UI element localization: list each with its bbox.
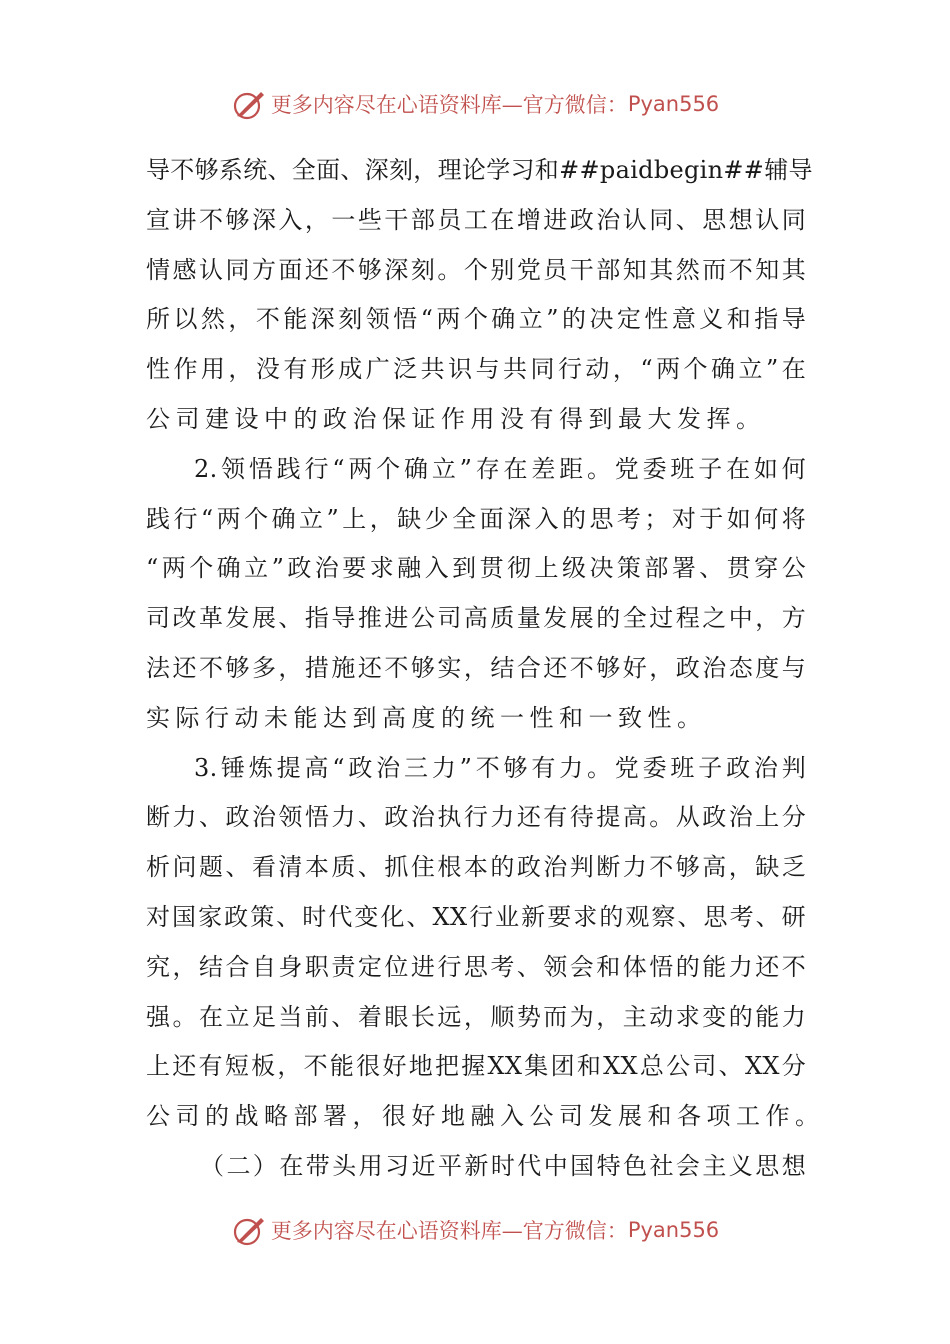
body-line: 法还不够多，措施还不够实，结合还不够好，政治态度与 bbox=[146, 653, 806, 682]
paragraph-heading-3: 3.锤炼提高“政治三力”不够有力。党委班子政治判 bbox=[194, 753, 806, 782]
body-line: 强。在立足当前、着眼长远，顺势而为，主动求变的能力 bbox=[146, 1002, 806, 1031]
body-line: 司改革发展、指导推进公司高质量发展的全过程之中，方 bbox=[146, 604, 806, 633]
header-banner bbox=[0, 84, 950, 124]
footer-contact: Pyan556 bbox=[627, 1218, 720, 1242]
body-line: 实际行动未能达到高度的统一性和一致性。 bbox=[146, 703, 707, 732]
quill-pen-logo-icon bbox=[231, 1212, 267, 1248]
document-body bbox=[146, 146, 825, 1192]
body-line: 践行“两个确立”上，缺少全面深入的思考；对于如何将 bbox=[146, 504, 806, 533]
body-line: 性作用，没有形成广泛共识与共同行动，“两个确立”在 bbox=[146, 355, 806, 384]
body-line: 导不够系统、全面、深刻，理论学习和##paidbegin##辅导 bbox=[146, 156, 813, 184]
body-line: 对国家政策、时代变化、XX行业新要求的观察、思考、研 bbox=[146, 902, 806, 931]
header-contact: Pyan556 bbox=[627, 92, 720, 116]
header-slogan: 更多内容尽在心语资料库—官方微信： bbox=[270, 93, 628, 117]
body-line: 断力、政治领悟力、政治执行力还有待提高。从政治上分 bbox=[146, 803, 806, 832]
body-line: 析问题、看清本质、抓住根本的政治判断力不够高，缺乏 bbox=[146, 853, 806, 882]
body-line: 上还有短板，不能很好地把握XX集团和XX总公司、XX分 bbox=[146, 1052, 806, 1081]
paragraph-heading-2: 2.领悟践行“两个确立”存在差距。党委班子在如何 bbox=[194, 454, 806, 483]
body-line: 公司的战略部署，很好地融入公司发展和各项工作。 bbox=[146, 1102, 825, 1131]
body-line: “两个确立”政治要求融入到贯彻上级决策部署、贯穿公 bbox=[146, 554, 806, 583]
quill-pen-logo-icon bbox=[231, 86, 267, 122]
body-line: 公司建设中的政治保证作用没有得到最大发挥。 bbox=[146, 404, 766, 433]
body-line: 宣讲不够深入，一些干部员工在增进政治认同、思想认同 bbox=[146, 205, 806, 234]
body-line: 究，结合自身职责定位进行思考、领会和体悟的能力还不 bbox=[146, 952, 806, 981]
footer-slogan: 更多内容尽在心语资料库—官方微信： bbox=[270, 1219, 628, 1243]
footer-banner bbox=[0, 1210, 950, 1250]
section-heading: （二）在带头用习近平新时代中国特色社会主义思想 bbox=[200, 1151, 806, 1180]
body-line: 所以然，不能深刻领悟“两个确立”的决定性意义和指导 bbox=[146, 305, 806, 334]
body-line: 情感认同方面还不够深刻。个别党员干部知其然而不知其 bbox=[146, 255, 806, 284]
